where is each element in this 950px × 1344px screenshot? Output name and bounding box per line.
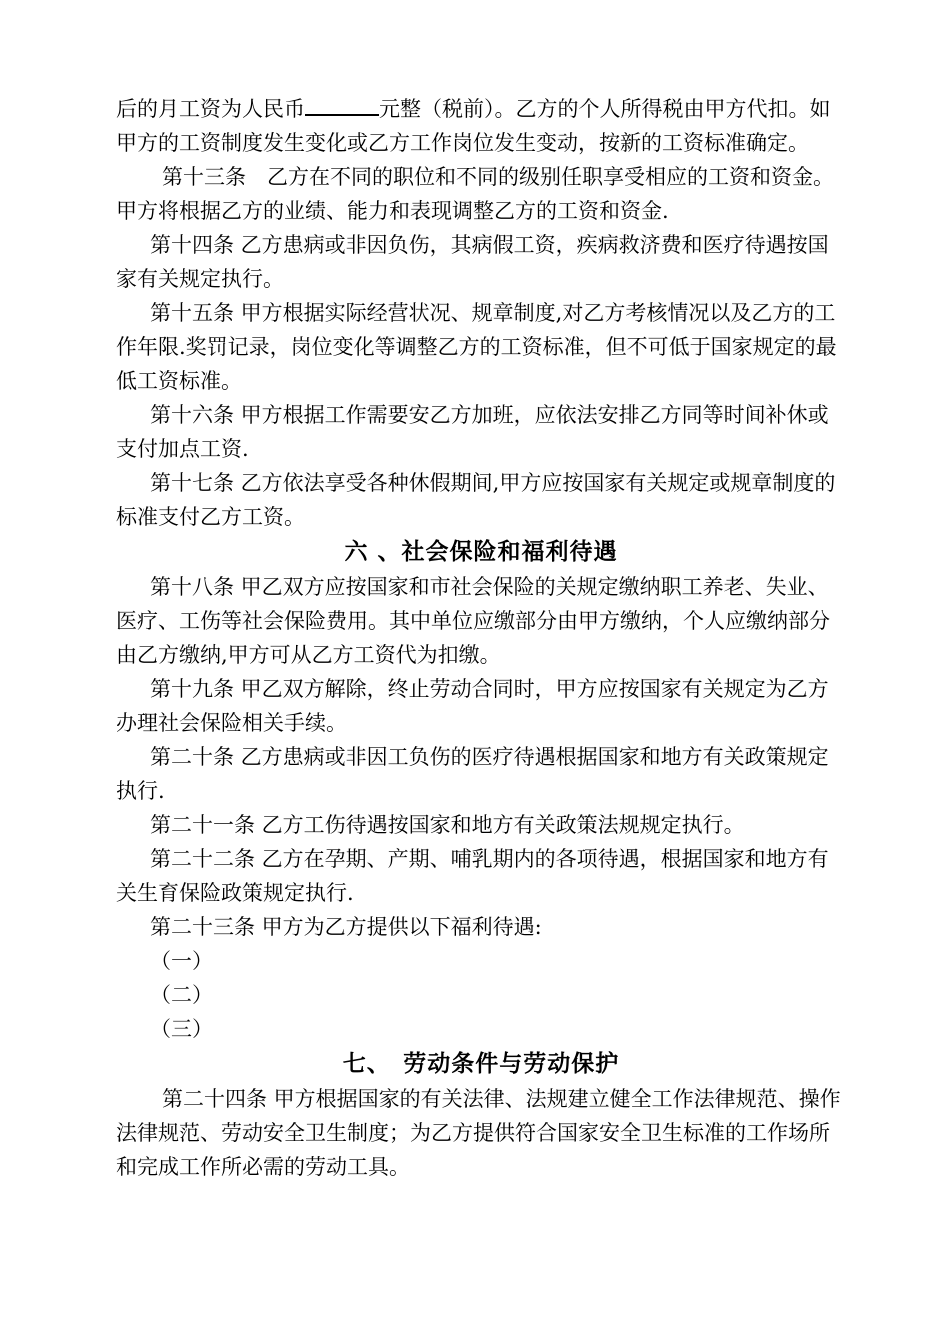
- wage-text-after-blank: 元整（税前）。乙方的个人所得税由甲方代扣。如甲方的工资制度发生变化或乙方工作岗位发生变动，按新的工资标准确定。: [116, 97, 831, 155]
- article-16: 第十六条 甲方根据工作需要安乙方加班，应依法安排乙方同等时间补休或支付加点工资.: [116, 403, 829, 461]
- article-14: 第十四条 乙方患病或非因负伤，其病假工资，疾病救济费和医疗待遇按国家有关规定执行。: [116, 233, 829, 291]
- article-23: 第二十三条 甲方为乙方提供以下福利待遇:: [150, 915, 542, 939]
- article-19: 第十九条 甲乙双方解除，终止劳动合同时，甲方应按国家有关规定为乙方办理社会保险相关手续。: [116, 677, 829, 735]
- article-20: 第二十条 乙方患病或非因工负伤的医疗待遇根据国家和地方有关政策规定执行.: [116, 745, 829, 803]
- article-18: 第十八条 甲乙双方应按国家和市社会保险的关规定缴纳职工养老、失业、医疗、工伤等社会保险费用。其中单位应缴部分由甲方缴纳，个人应缴纳部分由乙方缴纳,甲方可从乙方工资代为扣缴。: [116, 575, 830, 667]
- document-page: [116, 92, 846, 1184]
- benefit-item-2: （二）: [150, 983, 213, 1007]
- benefit-item-1: （一）: [150, 949, 213, 973]
- article-13: 第十三条 乙方在不同的职位和不同的级别任职享受相应的工资和资金。甲方将根据乙方的业绩、能力和表现调整乙方的工资和资金.: [116, 165, 834, 223]
- article-15: 第十五条 甲方根据实际经营状况、规章制度,对乙方考核情况以及乙方的工作年限.奖罚记录，岗位变化等调整乙方的工资标准，但不可低于国家规定的最低工资标准。: [116, 301, 837, 393]
- article-21: 第二十一条 乙方工伤待遇按国家和地方有关政策法规规定执行。: [150, 813, 745, 837]
- salary-amount-blank: [305, 94, 379, 116]
- wage-clause-continued: [116, 92, 846, 160]
- article-22: 第二十二条 乙方在孕期、产期、哺乳期内的各项待遇，根据国家和地方有关生育保险政策规定执行.: [116, 847, 829, 905]
- article-24: 第二十四条 甲方根据国家的有关法律、法规建立健全工作法律规范、操作法律规范、劳动安全卫生制度；为乙方提供符合国家安全卫生标准的工作场所和完成工作所必需的劳动工具。: [116, 1087, 841, 1179]
- article-17: 第十七条 乙方依法享受各种休假期间,甲方应按国家有关规定或规章制度的标准支付乙方工资。: [116, 471, 836, 529]
- wage-text-before-blank: 后的月工资为人民币: [116, 97, 305, 121]
- benefit-item-3: （三）: [150, 1017, 213, 1041]
- section-6-heading: 六 、社会保险和福利待遇: [344, 539, 618, 565]
- section-7-heading: 七、 劳动条件与劳动保护: [342, 1051, 620, 1077]
